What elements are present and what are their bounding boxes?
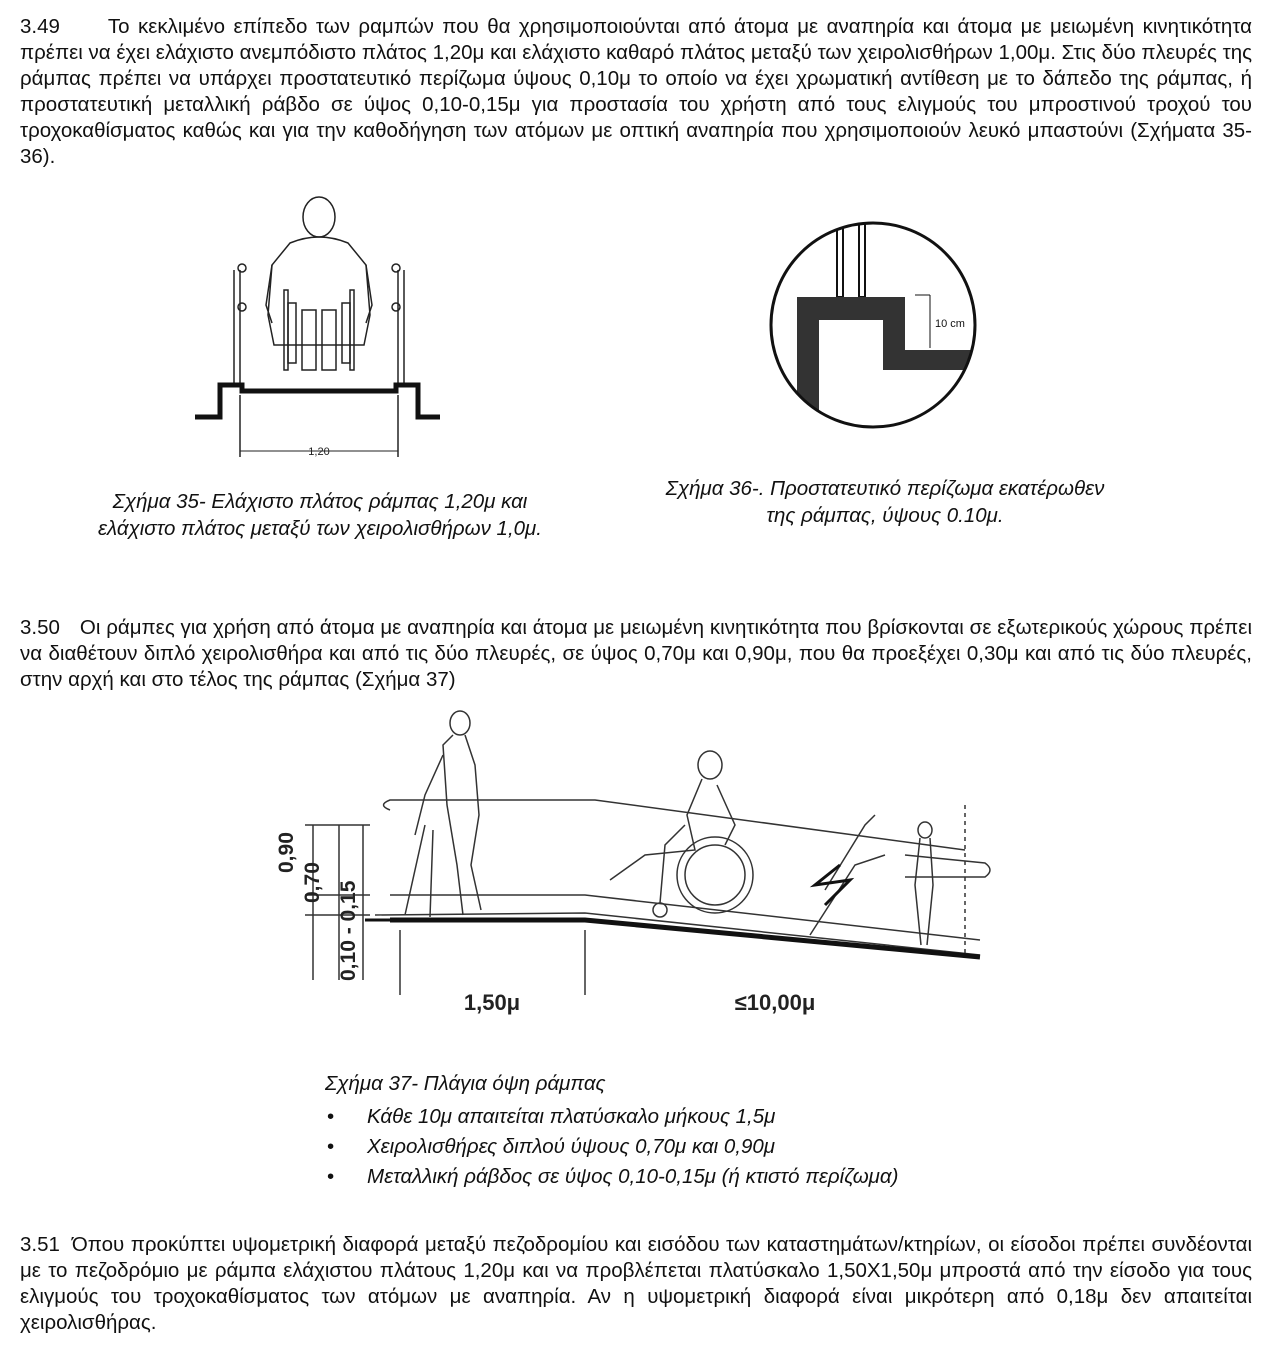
figure-35-caption [40,488,600,542]
caption-line: Σχήμα 35- Ελάχιστο πλάτος ράμπας 1,20μ και [112,490,528,513]
caption-line: Σχήμα 36-. Προστατευτικό περίζωμα εκατέρωθεν [665,477,1105,500]
figure-37-caption: Σχήμα 37- Πλάγια όψη ράμπας [325,1072,606,1095]
dimension-label: 0,10 - 0,15 [337,880,360,981]
figure-36-curb-detail [765,215,985,440]
list-item: • Χειρολισθήρες διπλού ύψους 0,70μ και 0,90μ [325,1132,898,1162]
figure-35-ramp-section [190,195,450,465]
paragraph-text: Το κεκλιμένο επίπεδο των ραμπών που θα χρησιμοποιούνται από άτομα με αναπηρία και άτομα με μειωμένη κινητικότητα πρέπει να έχει ελάχιστο ανεμπόδιστο πλάτος 1,20μ και ελάχιστο καθαρό πλάτος μεταξύ των χειρολισθήρων 1,00μ. Στις δύο πλευρές της ράμπας πρέπει να υπάρχει προστατευτικό περίζωμα ύψους 0,10μ το οποίο να έχει χρωματική αντίθεση με το δάπεδο της ράμπας, ή προστατευτική μεταλλική ράβδο σε ύψος 0,10-0,15μ για προστασία του χρήστη από τους ελιγμούς του μπροστινού τροχού του τροχοκαθίσματος καθώς και για την καθοδήγηση των ατόμων με οπτική αναπηρία που χρησιμοποιούν λευκό μπαστούνι (Σχήματα 35-36). [20,15,1252,168]
paragraph-number: 3.50 [20,616,60,639]
dimension-label: ≤10,00μ [734,990,816,1015]
figure-36-caption [610,475,1160,529]
figure-37-ramp-side-view [265,705,995,1030]
dimension-label: 1,50μ [463,990,521,1015]
figure-37-bullet-list [325,1102,898,1192]
dimension-label: 10 cm [935,318,965,330]
paragraph-3-51 [20,1232,1252,1336]
dimension-label: 0,90 [275,832,298,873]
paragraph-3-49 [20,14,1252,170]
list-item: • Μεταλλική ράβδος σε ύψος 0,10-0,15μ (ή κτιστό περίζωμα) [325,1162,898,1192]
paragraph-text: Οι ράμπες για χρήση από άτομα με αναπηρία και άτομα με μειωμένη κινητικότητα που βρίσκονται σε εξωτερικούς χώρους πρέπει να διαθέτουν διπλό χειρολισθήρα και από τις δύο πλευρές, σε ύψος 0,70μ και 0,90μ, που θα προεξέχει 0,30μ και από τις δύο πλευρές, στην αρχή και στο τέλος της ράμπας (Σχήμα 37) [20,616,1252,691]
dimension-label: 1,20 [308,446,330,458]
dimension-label: 0,70 [301,862,324,903]
paragraph-3-50 [20,615,1252,693]
caption-line: της ράμπας, ύψους 0.10μ. [766,504,1004,527]
list-item: • Κάθε 10μ απαιτείται πλατύσκαλο μήκους 1,5μ [325,1102,898,1132]
paragraph-number: 3.49 [20,15,60,38]
paragraph-text: Όπου προκύπτει υψομετρική διαφορά μεταξύ πεζοδρομίου και εισόδου των καταστημάτων/κτηρίων, οι είσοδοι πρέπει συνδέονται με το πεζοδρόμιο με ράμπα ελάχιστου πλάτους 1,20μ και να προβλέπεται πλατύσκαλο 1,50Χ1,50μ μπροστά από την είσοδο για τους ελιγμούς του τροχοκαθίσματος των ατόμων με αναπηρία. Αν η υψομετρική διαφορά είναι μικρότερη από 0,18μ δεν απαιτείται χειρολισθήρας. [20,1233,1252,1334]
paragraph-number: 3.51 [20,1233,60,1256]
caption-line: ελάχιστο πλάτος μεταξύ των χειρολισθήρων 1,0μ. [98,517,542,540]
